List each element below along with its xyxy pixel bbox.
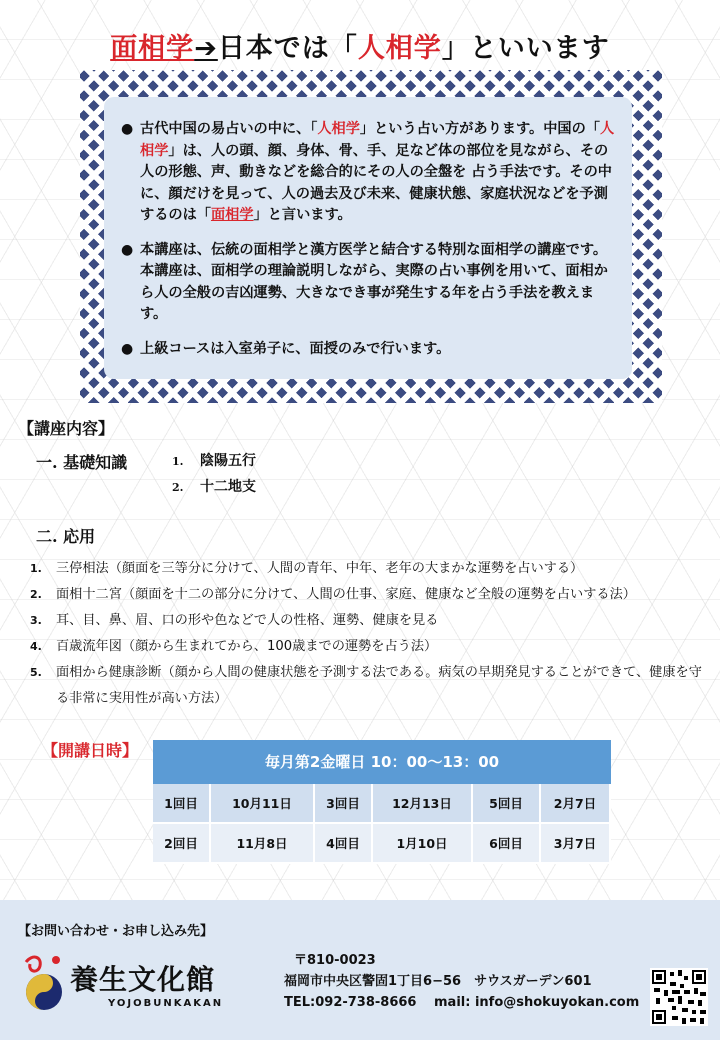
- street-address: 福岡市中央区警固1丁目6−56 サウスガーデン601: [284, 974, 592, 989]
- table-cell: 4回目: [315, 824, 373, 864]
- title-japan: 日本では「: [217, 33, 358, 64]
- page-title: [0, 26, 720, 65]
- title-physiognomy: 人相学: [357, 33, 442, 64]
- list-item: [30, 660, 710, 712]
- table-cell: 2月7日: [541, 784, 611, 824]
- intro-panel: [104, 97, 632, 379]
- table-cell: 2回目: [153, 824, 211, 864]
- intro-text: 上級コースは入室弟子に、面授のみで行います。: [140, 340, 451, 357]
- schedule-label: 【開講日時】: [42, 741, 139, 760]
- list-item: [172, 448, 256, 474]
- item-text: 百歳流年図（顔から生まれてから、100歳までの運勢を占う法）: [56, 639, 438, 654]
- title-arrow: ➔: [194, 33, 218, 64]
- intro-text: 」は、人の頭、顔、身体、骨、手、足など体の部位を見ながら、その人の形態、声、動きなどを総合的にその人の全盤を 占う手法です。その中に、顔だけを見って、人の過去及び未来、健康状態、家庭状況などを予測するのは「: [140, 142, 612, 223]
- course-heading: 【講座内容】: [18, 419, 115, 438]
- table-cell: 1月10日: [373, 824, 473, 864]
- intro-highlight: 人相学: [140, 121, 615, 159]
- item-text: 三停相法（顔面を三等分に分けて、人間の青年、中年、老年の大まかな運勢を占いする）: [56, 561, 584, 576]
- application-label: 二. 応用: [36, 527, 96, 546]
- list-item: [30, 608, 710, 634]
- logo-subtitle: YOJOBUNKAKAN: [108, 998, 224, 1009]
- schedule-header: 毎月第2金曜日 10：00～13：00: [153, 740, 611, 784]
- table-cell: 3月7日: [541, 824, 611, 864]
- item-text: 十二地支: [200, 479, 256, 495]
- list-item: [30, 556, 710, 582]
- address-block: [284, 950, 639, 1013]
- item-number: 4.: [30, 640, 42, 653]
- title-ending: 」といいます: [441, 33, 610, 64]
- intro-text: 」と言います。: [253, 207, 352, 223]
- item-number: 5.: [30, 666, 42, 679]
- schedule-table: [153, 740, 611, 864]
- table-cell: 3回目: [315, 784, 373, 824]
- logo-icon: [18, 952, 68, 1016]
- bullet-dot: ●: [121, 121, 134, 137]
- table-cell: 5回目: [473, 784, 541, 824]
- item-number: 1.: [30, 562, 42, 575]
- intro-text: 古代中国の易占いの中に、「: [140, 121, 318, 137]
- contact-heading: 【お問い合わせ・お申し込み先】: [18, 924, 214, 939]
- intro-highlight: 面相学: [210, 207, 254, 223]
- basic-knowledge-label: 一. 基礎知識: [36, 453, 128, 472]
- contact-footer: [0, 900, 720, 1040]
- bullet-dot: ●: [121, 340, 134, 357]
- bullet-dot: ●: [121, 241, 134, 258]
- application-list: [30, 556, 710, 712]
- table-cell: 12月13日: [373, 784, 473, 824]
- logo-text: 養生文化館: [70, 963, 216, 996]
- item-text: 耳、目、鼻、眉、口の形や色などで人の性格、運勢、健康を見る: [56, 613, 439, 628]
- intro-bullet-2: [118, 240, 620, 326]
- intro-bullet-1: [118, 119, 620, 227]
- item-text: 陰陽五行: [200, 453, 256, 469]
- basic-knowledge-list: [172, 448, 256, 500]
- list-item: [30, 582, 710, 608]
- list-item: [30, 634, 710, 660]
- item-text: 面相十二宮（顔面を十二の部分に分けて、人間の仕事、家庭、健康など全般の運勢を占いする法）: [56, 587, 636, 602]
- intro-text: 」という占い方があります。中国の「: [359, 121, 600, 137]
- item-number: 3.: [30, 614, 42, 627]
- item-number: 2.: [172, 481, 184, 494]
- postal-code: 〒810-0023: [294, 953, 376, 968]
- list-item: [172, 474, 256, 500]
- table-cell: 11月8日: [211, 824, 315, 864]
- table-row: [153, 824, 611, 864]
- title-face-reading: 面相学: [110, 33, 195, 64]
- table-cell: 10月11日: [211, 784, 315, 824]
- item-text: 面相から健康診断（顔から人間の健康状態を予測する法である。病気の早期発見することができて、健康を守る非常に実用性が高い方法）: [56, 665, 702, 706]
- intro-highlight: 人相学: [317, 121, 360, 137]
- intro-text: 本講座は、伝統の面相学と漢方医学と結合する特別な面相学の講座です。本講座は、面相学の理論説明しながら、実際の占い事例を用いて、面相から人の全般の吉凶運勢、大きなでき事が発生する年を占う手法を教えます。: [140, 241, 608, 322]
- qr-code-icon[interactable]: [650, 968, 708, 1026]
- table-row: [153, 784, 611, 824]
- phone-email: TEL:092-738-8666 mail: info@shokuyokan.com: [284, 995, 640, 1010]
- table-cell: 6回目: [473, 824, 541, 864]
- intro-bullet-3: [118, 339, 620, 361]
- table-cell: 1回目: [153, 784, 211, 824]
- item-number: 2.: [30, 588, 42, 601]
- item-number: 1.: [172, 455, 184, 468]
